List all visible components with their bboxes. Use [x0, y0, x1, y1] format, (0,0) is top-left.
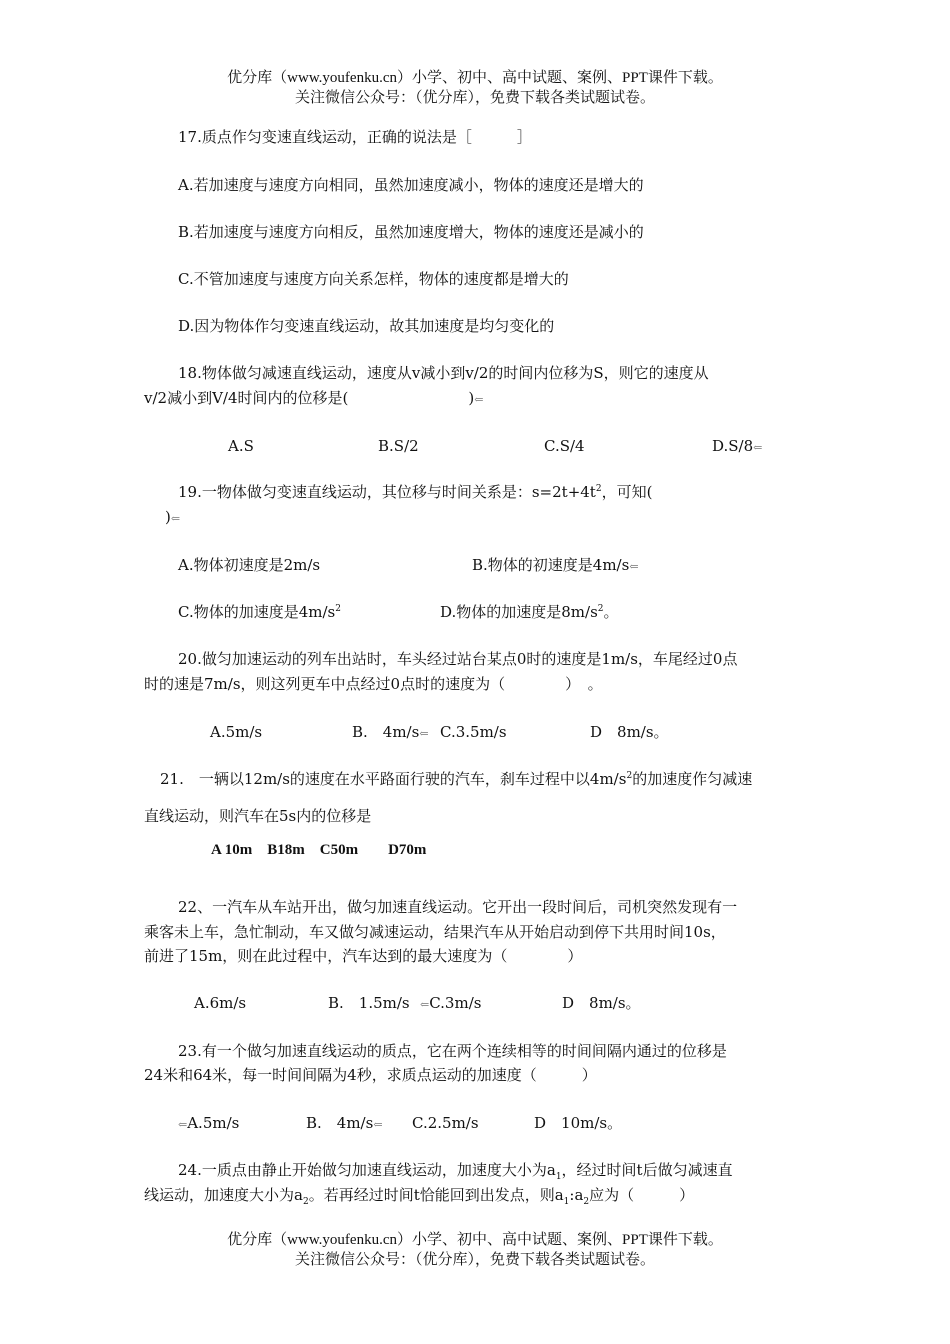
- q21-options: A 10m B18m C50m D70m: [211, 842, 427, 858]
- q23-stem-line-2: 24米和64米，每一时间间隔为4秒，求质点运动的加速度（ ）: [144, 1066, 597, 1084]
- q23-option-b: B. 4m/s⇐: [306, 1114, 383, 1132]
- q22-stem-line-3: 前进了15m，则在此过程中，汽车达到的最大速度为（ ）: [144, 947, 583, 965]
- q18-stem-line-1: 18.物体做匀减速直线运动，速度从v减小到v/2的时间内位移为S，则它的速度从: [178, 364, 709, 382]
- q17-stem: 17.质点作匀变速直线运动，正确的说法是［ ］: [178, 128, 532, 146]
- q22-option-a: A.6m/s: [194, 994, 247, 1012]
- q17-option-a: A.若加速度与速度方向相同，虽然加速度减小，物体的速度还是增大的: [178, 176, 644, 194]
- q19-option-a: A.物体初速度是2m/s: [178, 556, 321, 574]
- return-mark-icon: ⇐: [420, 998, 430, 1011]
- return-mark-icon: ⇐: [178, 1118, 188, 1131]
- q23-option-a: ⇐A.5m/s: [178, 1114, 240, 1132]
- q20-stem-line-1: 20.做匀加速运动的列车出站时，车头经过站台某点0时的速度是1m/s，车尾经过0点: [178, 650, 738, 668]
- q21-stem-line-2: 直线运动，则汽车在5s内的位移是: [144, 807, 372, 825]
- q22-option-d: D 8m/s。: [562, 994, 641, 1012]
- return-mark-icon: ⇐: [629, 560, 639, 573]
- q20-option-a: A.5m/s: [210, 723, 263, 741]
- q17-option-b: B.若加速度与速度方向相反，虽然加速度增大，物体的速度还是减小的: [178, 223, 644, 241]
- q22-stem-line-2: 乘客未上车，急忙制动，车又做匀减速运动，结果汽车从开始启动到停下共用时间10s，: [144, 923, 726, 941]
- q22-stem-line-1: 22、一汽车从车站开出，做匀加速直线运动。它开出一段时间后，司机突然发现有一: [178, 898, 738, 916]
- header-line-2: 关注微信公众号：（优分库），免费下载各类试题试卷。: [294, 90, 655, 106]
- q18-option-d: D.S/8⇐: [712, 437, 763, 455]
- q17-option-d: D.因为物体作匀变速直线运动，故其加速度是均匀变化的: [178, 317, 555, 335]
- q19-stem-line-1: 19.一物体做匀变速直线运动，其位移与时间关系是：$s=2t+4t^2$，可知(: [178, 483, 653, 501]
- return-mark-icon: ⇐: [753, 441, 763, 454]
- return-mark-icon: ⇐: [373, 1118, 383, 1131]
- q24-stem-line-1: 24.一质点由静止开始做匀加速直线运动，加速度大小为$a_1$，经过时间t后做匀减速直: [178, 1161, 733, 1182]
- q23-stem-line-1: 23.有一个做匀加速直线运动的质点，它在两个连续相等的时间间隔内通过的位移是: [178, 1042, 727, 1060]
- footer-line-2: 关注微信公众号：（优分库），免费下载各类试题试卷。: [294, 1252, 655, 1268]
- q17-option-c: C.不管加速度与速度方向关系怎样，物体的速度都是增大的: [178, 270, 569, 288]
- q19-option-d: D.物体的加速度是$8m/s^2$。: [440, 603, 619, 621]
- q20-option-d: D 8m/s。: [590, 723, 669, 741]
- q23-option-d: D 10m/s。: [534, 1114, 623, 1132]
- return-mark-icon: ⇐: [170, 512, 181, 525]
- q19-stem-line-2: )⇐: [165, 508, 181, 526]
- return-mark-icon: ⇐: [474, 393, 484, 406]
- return-mark-icon: ⇐: [419, 727, 429, 740]
- q20-stem-line-2: 时的速是7m/s，则这列更车中点经过0点时的速度为（ ） 。: [144, 675, 603, 693]
- q20-option-b: B. 4m/s⇐: [352, 723, 429, 741]
- q23-option-c: C.2.5m/s: [412, 1114, 479, 1132]
- q18-option-c: C.S/4: [544, 437, 585, 455]
- q22-option-b: B. 1.5m/s: [328, 994, 410, 1012]
- q19-option-c: C.物体的加速度是$4m/s^2$: [178, 603, 341, 621]
- header-line-1: 优分库（www.youfenku.cn）小学、初中、高中试题、案例、PPT课件下载。: [227, 70, 723, 86]
- q24-stem-line-2: 线运动，加速度大小为$a_2$。若再经过时间t恰能回到出发点，则$a_1:a_2$应为（ ）: [144, 1186, 695, 1207]
- q20-option-c: C.3.5m/s: [440, 723, 507, 741]
- q21-stem-line-1: 21. 一辆以12m/s的速度在水平路面行驶的汽车，刹车过程中以$4m/s^2$的加速度作匀减速: [160, 770, 753, 788]
- q22-option-c: ⇐C.3m/s: [420, 994, 482, 1012]
- q18-option-a: A.S: [228, 437, 254, 455]
- q18-option-b: B.S/2: [378, 437, 419, 455]
- q18-stem-line-2: v/2减小到V/4时间内的位移是( )⇐: [144, 389, 484, 407]
- footer-line-1: 优分库（www.youfenku.cn）小学、初中、高中试题、案例、PPT课件下载。: [227, 1232, 723, 1248]
- q19-option-b: B.物体的初速度是4m/s⇐: [472, 556, 639, 574]
